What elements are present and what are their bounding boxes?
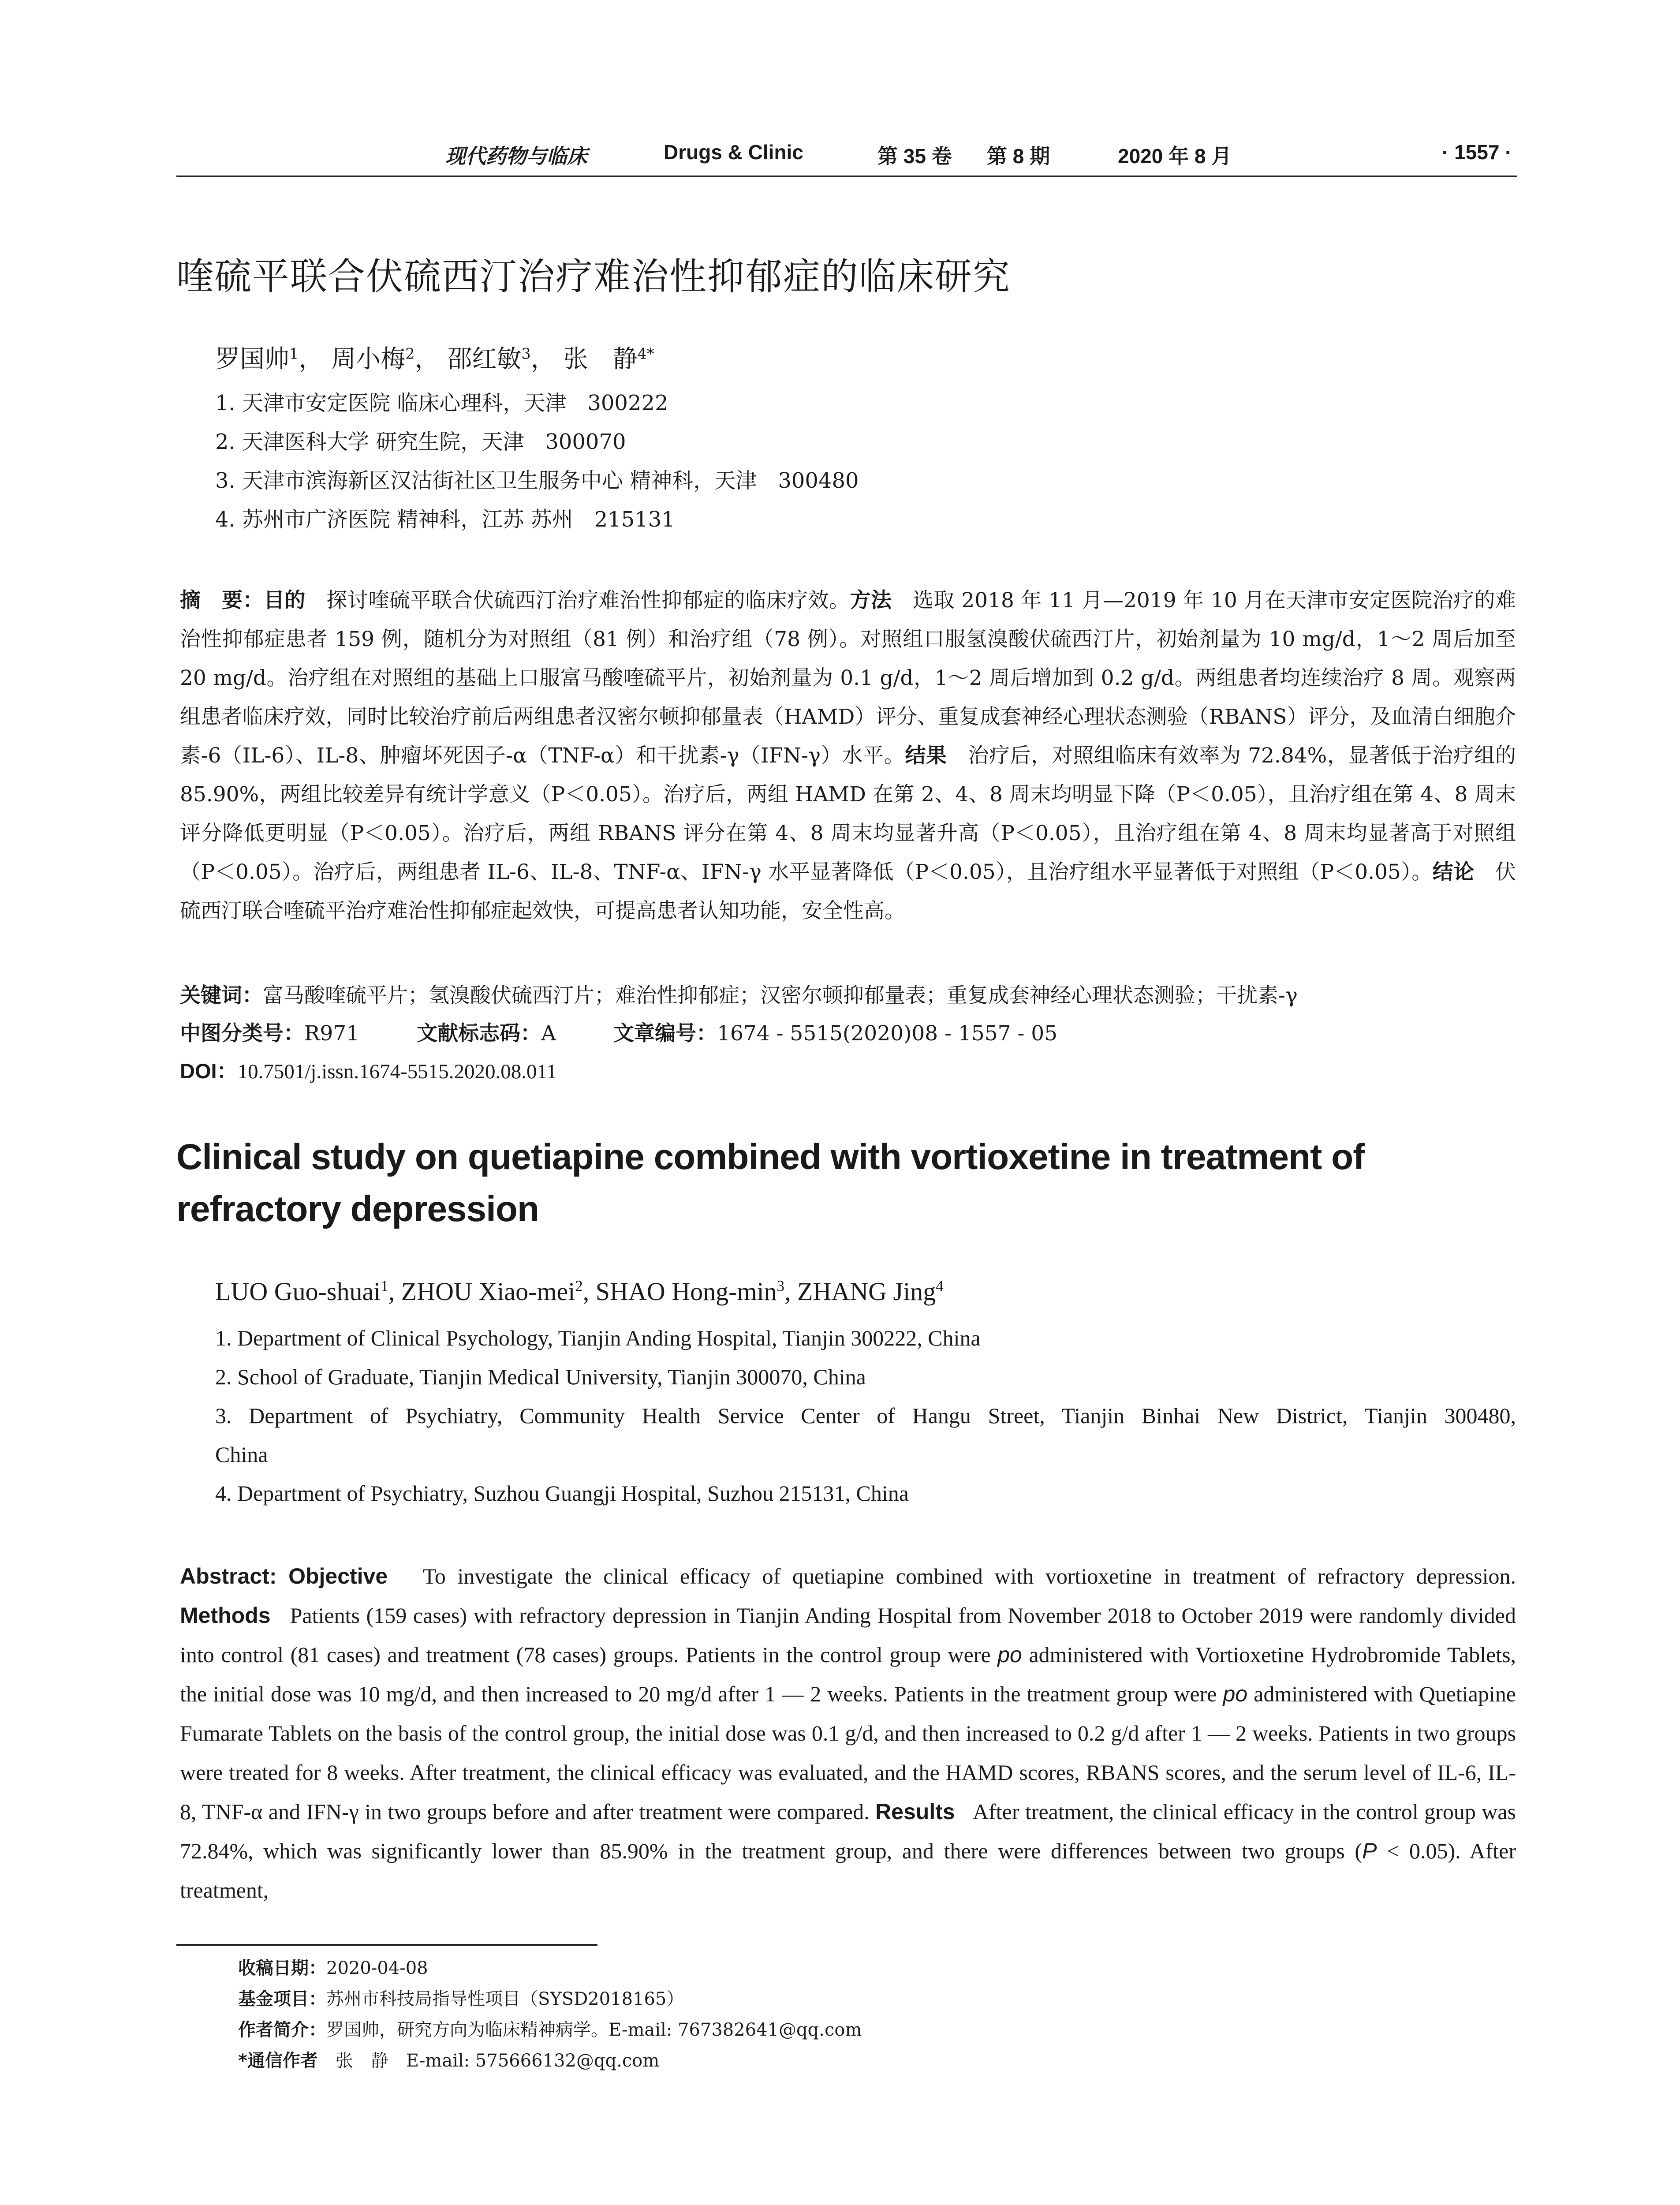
affiliation-item: 1. Department of Clinical Psychology, Tianjin Anding Hospital, Tianjin 300222, China <box>215 1326 981 1350</box>
footnote-author-bio <box>238 2014 1473 2045</box>
methods-label: Methods <box>180 1603 271 1628</box>
methods-text: administered with Vortioxetine Hydrobromide Tablets, the initial dose was 10 mg/d, and then increased to 20 mg/d after 1 — 2 weeks. Patients in the treatment group were <box>180 1642 1516 1706</box>
footnote-label: 作者简介： <box>238 2020 326 2040</box>
footnote-label: 基金项目： <box>238 1989 326 2009</box>
author-name: 罗国帅 <box>215 345 289 374</box>
methods-text: administered with Quetiapine Fumarate Tablets on the basis of the control group, the initial dose was 0.1 g/d, and then increased to 0.2 g/d after 1 — 2 weeks. Patients in two groups were treated for 8 weeks. After treatment, the clinical efficacy was evaluated, and the HAMD scores, RBANS scores, and the serum level of IL-6, IL-8, TNF-α and IFN-γ in two groups before and after treatment were compared. <box>180 1682 1516 1824</box>
publication-date: 2020 年 8 月 <box>1118 145 1232 168</box>
article-id-label: 文章编号： <box>613 1021 717 1046</box>
objective-text: 探讨喹硫平联合伏硫西汀治疗难治性抑郁症的临床疗效。 <box>326 588 850 613</box>
methods-text: 选取 2018 年 11 月—2019 年 10 月在天津市安定医院治疗的难治性抑郁症患者 159 例，随机分为对照组（81 例）和治疗组（78 例）。对照组口服氢溴酸伏硫西汀片，初始剂量为 10 mg/d，1～2 周后加至 20 mg/d。治疗组在对照组的基础上口服富马酸喹硫平片，初始剂量为 0.1 g/d，1～2 周后增加到 0.2 g/d。两组患者均连续治疗 8 周。观察两组患者临床疗效，同时比较治疗前后两组患者汉密尔顿抑郁量表（HAMD）评分、重复成套神经心理状态测验（RBANS）评分，及血清白细胞介素-6（IL-6）、IL-8、肿瘤坏死因子-α（TNF-α）和干扰素-γ（IFN-γ）水平。 <box>180 588 1516 768</box>
keywords-text: 富马酸喹硫平片；氢溴酸伏硫西汀片；难治性抑郁症；汉密尔顿抑郁量表；重复成套神经心理状态测验；干扰素-γ <box>263 983 1298 1008</box>
author-name: ZHOU Xiao-mei <box>401 1277 575 1306</box>
header-rule <box>176 176 1517 177</box>
abstract-label: 摘 要： <box>180 588 264 613</box>
running-header <box>176 140 1517 176</box>
footnote-funding <box>238 1984 1473 2014</box>
affiliation-item: 2. 天津医科大学 研究生院，天津 300070 <box>215 430 626 454</box>
footnote-text: 2020-04-08 <box>326 1958 428 1978</box>
footnote-received <box>238 1953 1473 1984</box>
results-label: Results <box>875 1799 955 1824</box>
footnote-text: 苏州市科技局指导性项目（SYSD2018165） <box>326 1989 684 2009</box>
footnote-corresponding <box>238 2045 1473 2076</box>
author-affiliation-mark: 2 <box>405 345 415 363</box>
classification-line <box>180 1017 1516 1046</box>
author-name: 周小梅 <box>331 345 406 374</box>
conclusion-text: 伏硫西汀联合喹硫平治疗难治性抑郁症起效快，可提高患者认知功能，安全性高。 <box>180 860 1516 923</box>
methods-text: Patients (159 cases) with refractory depression in Tianjin Anding Hospital from November 2018 to October 2019 were randomly divided into control (81 cases) and treatment (78 cases) groups. Patients in the control group were <box>180 1603 1516 1667</box>
footnote-label: 收稿日期： <box>238 1958 326 1978</box>
footnote-text: 张 静 E-mail: 575666132@qq.com <box>317 2051 660 2071</box>
doi-line <box>180 1055 1516 1084</box>
doi-label: DOI： <box>180 1059 238 1083</box>
issue: 第 8 期 <box>987 145 1050 168</box>
author-name: 张 静 <box>563 345 638 374</box>
affiliation-item: 4. 苏州市广济医院 精神科，江苏 苏州 215131 <box>215 507 675 532</box>
doi-link[interactable]: 10.7501/j.issn.1674-5515.2020.08.011 <box>237 1060 557 1083</box>
conclusion-label: 结论 <box>1432 860 1475 884</box>
p-value-symbol: P <box>1362 1839 1377 1863</box>
author-name: LUO Guo-shuai <box>215 1277 381 1306</box>
objective-text: To investigate the clinical efficacy of quetiapine combined with vortioxetine in treatment of refractory depression. <box>422 1564 1516 1588</box>
author-affiliation-mark: 1 <box>381 1277 388 1295</box>
results-text: 治疗后，对照组临床有效率为 72.84%，显著低于治疗组的 85.90%，两组比较差异有统计学意义（P＜0.05）。治疗后，两组 HAMD 在第 2、4、8 周末均明显下降（P＜0.05），且治疗组在第 4、8 周末评分降低更明显（P＜0.05）。治疗后，两组 RBANS 评分在第 4、8 周末均显著升高（P＜0.05），且治疗组在第 4、8 周末均显著高于对照组（P＜0.05）。治疗后，两组患者 IL-6、IL-8、TNF-α、IFN-γ 水平显著降低（P＜0.05），且治疗组水平显著低于对照组（P＜0.05）。 <box>180 744 1516 884</box>
footnote-rule <box>176 1944 597 1946</box>
doc-code-label: 文献标志码： <box>417 1021 541 1046</box>
keywords-label: 关键词： <box>180 983 263 1008</box>
methods-label: 方法 <box>850 588 892 613</box>
po-abbrev: po <box>1223 1682 1248 1706</box>
footnotes <box>238 1953 1473 2076</box>
affiliation-item: 3. 天津市滨海新区汉沽街社区卫生服务中心 精神科，天津 300480 <box>215 468 859 493</box>
author-affiliation-mark: 3 <box>521 345 531 363</box>
abstract-en <box>180 1557 1516 1910</box>
footnote-text: 罗国帅，研究方向为临床精神病学。E-mail: 767382641@qq.com <box>326 2020 862 2040</box>
affiliation-list-cn <box>215 384 1494 539</box>
objective-label: Objective <box>288 1564 388 1588</box>
footnote-label: *通信作者 <box>238 2051 318 2071</box>
author-affiliation-mark: 4* <box>637 345 654 363</box>
results-text: After treatment, the clinical efficacy in the control group was 72.84%, which was significantly lower than 85.90% in the treatment group, and there were differences between two groups ( <box>180 1799 1516 1863</box>
article-title-en: Clinical study on quetiapine combined with vortioxetine in treatment of refractory depression <box>176 1137 1365 1229</box>
po-abbrev: po <box>997 1642 1022 1667</box>
author-affiliation-mark: 2 <box>575 1277 583 1295</box>
affiliation-item: 3. Department of Psychiatry, Community Health Service Center of Hangu Street, Tianjin Binhai New District, Tianjin 300480, <box>215 1403 1516 1428</box>
clc-value: R971 <box>304 1021 360 1046</box>
article-id-value: 1674 - 5515(2020)08 - 1557 - 05 <box>717 1021 1058 1046</box>
affiliation-list-en <box>215 1319 1516 1513</box>
page-number: · 1557 · <box>1442 141 1512 164</box>
clc-label: 中图分类号： <box>180 1021 304 1046</box>
author-name: SHAO Hong-min <box>595 1277 777 1306</box>
volume: 第 35 卷 <box>877 145 952 168</box>
author-list-cn: 罗国帅$^1$， 周小梅$^2$， 邵红敏$^3$， 张 静$^{4*}$ <box>215 345 654 374</box>
abstract-label: Abstract: <box>180 1564 277 1588</box>
doc-code-value: A <box>541 1021 556 1046</box>
affiliation-item: 4. Department of Psychiatry, Suzhou Guangji Hospital, Suzhou 215131, China <box>215 1481 909 1506</box>
affiliation-item-continued: China <box>215 1442 268 1467</box>
author-name: 邵红敏 <box>447 345 522 374</box>
affiliation-item: 1. 天津市安定医院 临床心理科，天津 300222 <box>215 391 668 415</box>
affiliation-item: 2. School of Graduate, Tianjin Medical University, Tianjin 300070, China <box>215 1364 866 1389</box>
abstract-cn <box>180 581 1516 931</box>
author-list-en: LUO Guo-shuai$^1$, ZHOU Xiao-mei$^2$, SHAO Hong-$\min^3$, ZHANG Jing$^4$ <box>215 1277 944 1306</box>
journal-name-cn: 现代药物与临床 <box>445 144 587 168</box>
results-text: < 0.05). After treatment, <box>180 1839 1516 1902</box>
results-label: 结果 <box>905 744 947 768</box>
journal-name-en: Drugs & Clinic <box>664 141 803 164</box>
author-name: ZHANG Jing <box>797 1277 936 1306</box>
author-affiliation-mark: 4 <box>936 1277 944 1295</box>
author-affiliation-mark: 1 <box>289 345 299 363</box>
keywords-cn <box>180 979 1516 1009</box>
objective-label: 目的 <box>263 588 306 613</box>
author-affiliation-mark: 3 <box>777 1277 785 1295</box>
article-title-cn: 喹硫平联合伏硫西汀治疗难治性抑郁症的临床研究 <box>176 255 1011 298</box>
